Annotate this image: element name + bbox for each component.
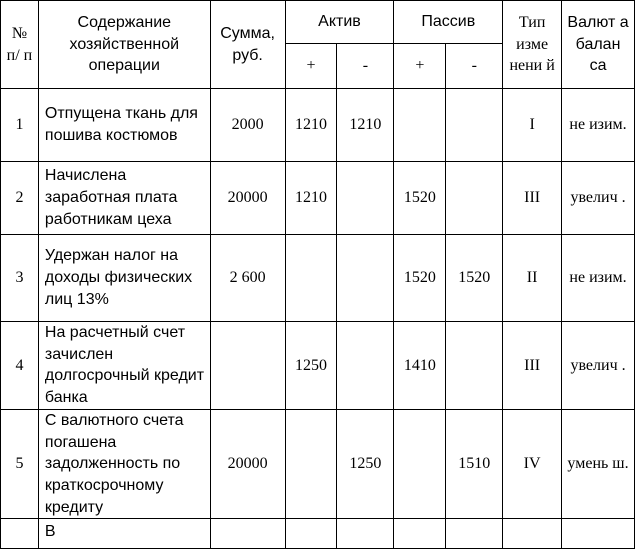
cell-active-minus: 1210 [337,89,394,162]
table-row [1,322,635,410]
cell-active-plus: 1250 [285,322,337,410]
cell-sum: 2000 [210,89,285,162]
cell-desc: Удержан налог на доходы физических лиц 13% [38,235,210,322]
cell-active-minus [337,519,394,549]
cell-desc: Начислена заработная плата работникам цеха [38,162,210,235]
cell-active-plus [285,519,337,549]
header-active: Актив [285,1,394,44]
table-row [1,89,635,162]
header-content: Содержание хозяйственной операции [38,1,210,89]
cell-active-minus [337,235,394,322]
cell-passive-plus: 1520 [394,235,446,322]
cell-passive-minus [446,519,503,549]
cell-effect: умень ш. [562,409,635,519]
cell-effect [562,519,635,549]
cell-passive-plus: 1410 [394,322,446,410]
header-passive: Пассив [394,1,503,44]
header-type: Тип изме нени й [503,1,562,89]
header-passive-minus: - [446,44,503,89]
cell-type: III [503,322,562,410]
cell-effect: увелич . [562,162,635,235]
cell-passive-plus [394,409,446,519]
cell-passive-minus [446,89,503,162]
cell-type: I [503,89,562,162]
cell-active-plus [285,235,337,322]
cell-sum [210,519,285,549]
cell-sum: 20000 [210,409,285,519]
cell-type: III [503,162,562,235]
cell-sum: 2 600 [210,235,285,322]
cell-active-plus [285,409,337,519]
header-currency: Валют а балан са [562,1,635,89]
cell-passive-plus [394,519,446,549]
header-active-minus: - [337,44,394,89]
cell-sum: 20000 [210,162,285,235]
cell-effect: увелич . [562,322,635,410]
cell-passive-minus: 1510 [446,409,503,519]
cell-num: 4 [1,322,39,410]
cell-num: 5 [1,409,39,519]
cell-num [1,519,39,549]
header-sum: Сумма, руб. [210,1,285,89]
cell-type [503,519,562,549]
cell-active-plus: 1210 [285,89,337,162]
table-row [1,519,635,549]
cell-desc: В [38,519,210,549]
header-num: № п/ п [1,1,39,89]
cell-num: 3 [1,235,39,322]
cell-passive-plus [394,89,446,162]
cell-sum [210,322,285,410]
cell-passive-plus: 1520 [394,162,446,235]
cell-passive-minus [446,322,503,410]
header-passive-plus: + [394,44,446,89]
cell-active-minus: 1250 [337,409,394,519]
cell-passive-minus [446,162,503,235]
cell-type: II [503,235,562,322]
cell-num: 2 [1,162,39,235]
header-active-plus: + [285,44,337,89]
cell-effect: не изим. [562,235,635,322]
table-row [1,409,635,519]
header-row [1,1,635,44]
cell-desc: Отпущена ткань для пошива костюмов [38,89,210,162]
table-row [1,235,635,322]
cell-num: 1 [1,89,39,162]
table-row [1,162,635,235]
cell-desc: С валютного счета погашена задолженность по краткосрочному кредиту [38,409,210,519]
cell-active-minus [337,322,394,410]
cell-type: IV [503,409,562,519]
cell-active-plus: 1210 [285,162,337,235]
cell-desc: На расчетный счет зачислен долгосрочный кредит банка [38,322,210,410]
cell-effect: не изим. [562,89,635,162]
cell-passive-minus: 1520 [446,235,503,322]
cell-active-minus [337,162,394,235]
